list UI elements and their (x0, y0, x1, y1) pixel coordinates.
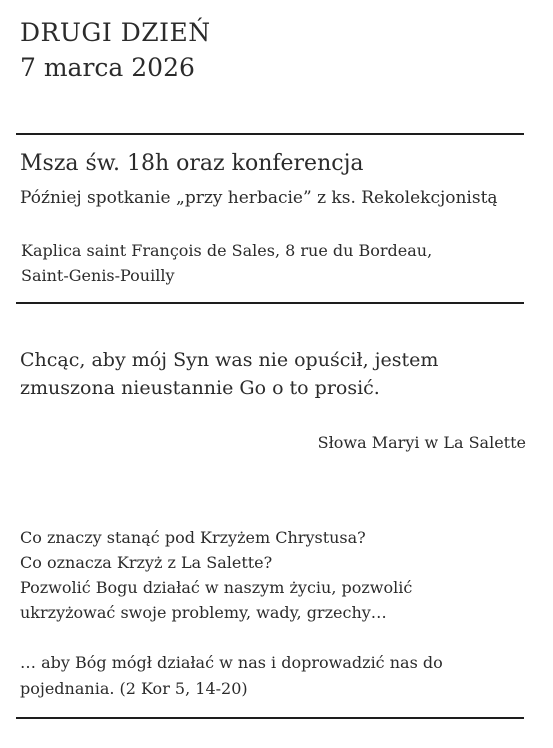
location-line-1: Kaplica saint François de Sales, 8 rue du Bordeau, (21, 241, 433, 260)
reflection-line-4: ukrzyżować swoje problemy, wady, grzechy… (20, 603, 387, 622)
day-date: 7 marca 2026 (20, 53, 195, 82)
quote-source: Słowa Maryi w La Salette (317, 433, 526, 452)
closing-line-2: pojednania. (2 Kor 5, 14-20) (20, 679, 248, 698)
location-line-2: Saint-Genis-Pouilly (21, 266, 175, 285)
event-title: Msza św. 18h oraz konferencja (20, 151, 364, 176)
day-title: DRUGI DZIEŃ (20, 18, 211, 47)
event-subtitle: Później spotkanie „przy herbacie” z ks. Rekolekcjonistą (20, 188, 498, 208)
quote-line-1: Chcąc, aby mój Syn was nie opuścił, jestem (20, 349, 439, 371)
reflection-line-1: Co znaczy stanąć pod Krzyżem Chrystusa? (20, 528, 366, 547)
divider-top (16, 133, 524, 135)
divider-middle (16, 302, 524, 304)
reflection-line-2: Co oznacza Krzyż z La Salette? (20, 553, 273, 572)
quote-line-2: zmuszona nieustannie Go o to prosić. (20, 377, 380, 399)
closing-line-1: … aby Bóg mógł działać w nas i doprowadzić nas do (20, 653, 443, 672)
reflection-line-3: Pozwolić Bogu działać w naszym życiu, pozwolić (20, 578, 413, 597)
divider-bottom (16, 717, 524, 719)
